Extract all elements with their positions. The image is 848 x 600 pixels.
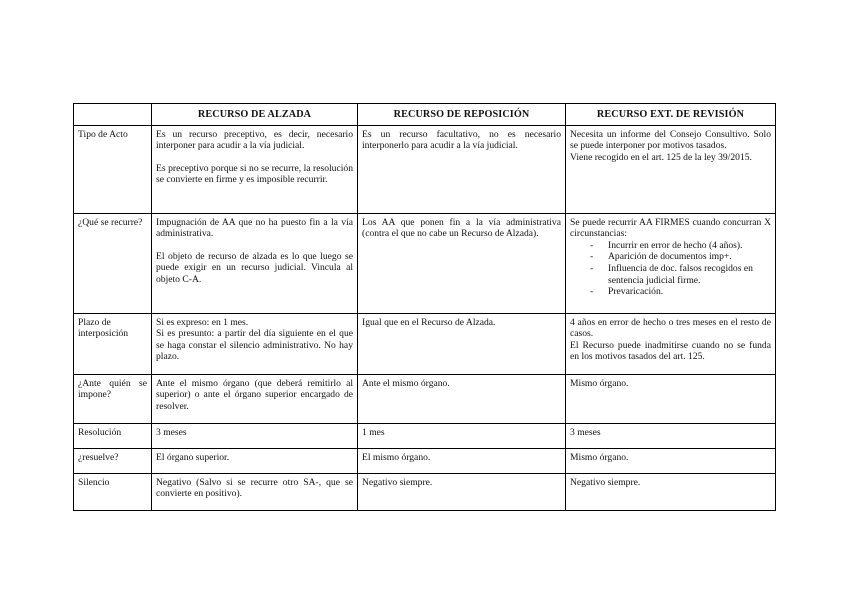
row-label-ante-quien-se-impone: ¿Ante quién se impone? <box>74 374 152 423</box>
cell-reposicion <box>358 313 566 374</box>
cell-text: Ante el mismo órgano (que deberá remitirlo al superior) o ante el órgano superior encargado de resolver. <box>156 377 353 412</box>
cell-revision <box>566 448 776 473</box>
cell-text: Se puede recurrir AA FIRMES cuando concurran X circunstancias: <box>570 216 771 240</box>
cell-text: Los AA que ponen fin a la vía administrativa (contra el que no cabe un Recurso de Alzada). <box>362 216 561 240</box>
cell-text: 3 meses <box>570 426 601 438</box>
header-recurso-reposicion: RECURSO DE REPOSICIÓN <box>358 104 566 126</box>
cell-text: Ante el mismo órgano. <box>362 377 450 389</box>
cell-reposicion <box>358 125 566 213</box>
list-item: - Prevaricación. <box>608 286 771 298</box>
cell-text: Impugnación de AA que no ha puesto fin a la vía administrativa. <box>156 216 353 240</box>
cell-text: El objeto de recurso de alzada es lo que luego se puede exigir en un recurso judicial. Vincula al objeto C-A. <box>156 250 353 285</box>
table-row <box>74 423 776 448</box>
cell-text: El órgano superior. <box>156 451 230 463</box>
cell-text: Si es presunto: a partir del día siguiente en el que se haga constar el silencio administrativo. No hay plazo. <box>156 328 353 363</box>
cell-reposicion <box>358 374 566 423</box>
cell-text: 3 meses <box>156 426 187 438</box>
row-label-silencio: Silencio <box>74 473 152 510</box>
cell-text: 4 años en error de hecho o tres meses en el resto de casos. <box>570 316 771 340</box>
cell-revision <box>566 213 776 313</box>
cell-text: Viene recogido en el art. 125 de la ley 39/2015. <box>570 151 752 163</box>
cell-revision <box>566 423 776 448</box>
cell-reposicion <box>358 213 566 313</box>
cell-text: Si es expreso: en 1 mes. <box>156 316 249 328</box>
comparison-table <box>73 103 776 511</box>
row-label-tipo-de-acto: Tipo de Acto <box>74 125 152 213</box>
cell-text: Negativo siempre. <box>570 476 641 488</box>
cell-text: 1 mes <box>362 426 385 438</box>
list-item: - Influencia de doc. falsos recogidos en sentencia judicial firme. <box>608 263 771 286</box>
cell-text: Es un recurso facultativo, no es necesario interponerlo para acudir a la vía judicial. <box>362 128 561 152</box>
table-row <box>74 374 776 423</box>
cell-alzada <box>152 313 358 374</box>
cell-alzada <box>152 125 358 213</box>
cell-text: El mismo órgano. <box>362 451 431 463</box>
cell-alzada <box>152 213 358 313</box>
cell-revision <box>566 374 776 423</box>
cell-alzada <box>152 374 358 423</box>
list-item: - Aparición de documentos imp+. <box>608 251 771 263</box>
cell-text: Negativo (Salvo si se recurre otro SA-, que se convierte en positivo). <box>156 476 353 500</box>
row-label-plazo-de-interposicion: Plazo de interposición <box>74 313 152 374</box>
table-row <box>74 125 776 213</box>
cell-revision <box>566 473 776 510</box>
cell-text: Mismo órgano. <box>570 377 629 389</box>
row-label-que-se-recurre: ¿Qué se recurre? <box>74 213 152 313</box>
cell-text: Es un recurso preceptivo, es decir, necesario interponer para acudir a la vía judicial. <box>156 128 353 152</box>
cell-alzada <box>152 473 358 510</box>
row-label-resuelve: ¿resuelve? <box>74 448 152 473</box>
header-recurso-revision: RECURSO EXT. DE REVISIÓN <box>566 104 776 126</box>
cell-text: Es preceptivo porque si no se recurre, la resolución se convierte en firme y es imposible recurrir. <box>156 162 353 186</box>
cell-text: Igual que en el Recurso de Alzada. <box>362 316 496 328</box>
cell-reposicion <box>358 423 566 448</box>
header-recurso-alzada: RECURSO DE ALZADA <box>152 104 358 126</box>
table-row <box>74 473 776 510</box>
cell-text: Necesita un informe del Consejo Consultivo. Solo se puede interponer por motivos tasados. <box>570 128 771 152</box>
circumstances-list <box>570 240 771 298</box>
cell-revision <box>566 313 776 374</box>
header-empty-cell <box>74 104 152 126</box>
table-row <box>74 448 776 473</box>
table-row <box>74 213 776 313</box>
cell-reposicion <box>358 448 566 473</box>
cell-alzada <box>152 448 358 473</box>
row-label-resolucion: Resolución <box>74 423 152 448</box>
list-item: - Incurrir en error de hecho (4 años). <box>608 240 771 252</box>
cell-text: Negativo siempre. <box>362 476 433 488</box>
cell-text: El Recurso puede inadmitirse cuando no se funda en los motivos tasados del art. 125. <box>570 339 771 363</box>
table-row <box>74 313 776 374</box>
cell-text: Mismo órgano. <box>570 451 629 463</box>
cell-reposicion <box>358 473 566 510</box>
cell-revision <box>566 125 776 213</box>
cell-alzada <box>152 423 358 448</box>
header-row <box>74 104 776 126</box>
